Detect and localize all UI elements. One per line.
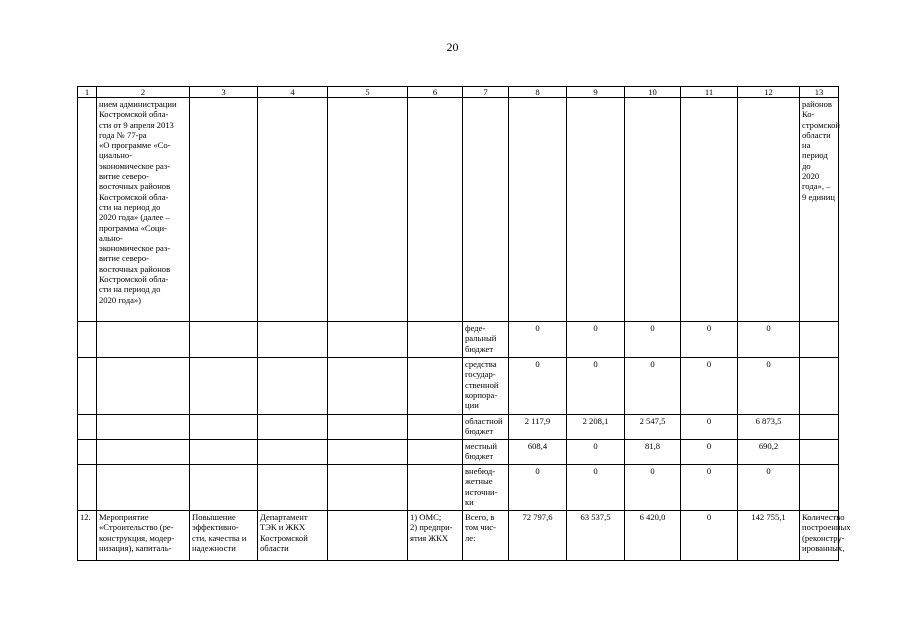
value-cell: 142 755,1 (738, 511, 800, 561)
header-row (78, 87, 839, 98)
value-cell: 72 797,6 (509, 511, 567, 561)
value-cell: 0 (681, 465, 738, 511)
header-cell: 4 (258, 87, 328, 98)
funding-source: Всего, в том чис- ле: (463, 511, 509, 561)
value-cell: 0 (625, 358, 681, 415)
funding-source: областной бюджет (463, 415, 509, 440)
header-cell: 3 (190, 87, 258, 98)
program-table (77, 86, 851, 561)
table-row (78, 358, 839, 415)
table-row (78, 415, 839, 440)
value-cell: 0 (509, 358, 567, 415)
header-cell: 11 (681, 87, 738, 98)
value-cell: 0 (681, 440, 738, 465)
value-cell: 0 (625, 465, 681, 511)
continuation-row (78, 98, 839, 322)
value-cell: 2 117,9 (509, 415, 567, 440)
value-cell: 81,8 (625, 440, 681, 465)
value-cell: 608,4 (509, 440, 567, 465)
header-cell: 7 (463, 87, 509, 98)
funding-source: внебюд- жетные источни- ки (463, 465, 509, 511)
activity-name: Мероприятие «Строительство (ре- конструкция, модер- низация), капиталь- (97, 511, 190, 561)
header-cell: 6 (408, 87, 463, 98)
table-row (78, 465, 839, 511)
value-cell: 0 (567, 358, 625, 415)
funding-source: феде- ральный бюджет (463, 322, 509, 358)
value-cell: 0 (738, 358, 800, 415)
activity-row-12 (78, 511, 839, 561)
value-cell: 0 (681, 511, 738, 561)
header-cell: 10 (625, 87, 681, 98)
value-cell: 0 (625, 322, 681, 358)
value-cell: 0 (681, 415, 738, 440)
value-cell: 6 420,0 (625, 511, 681, 561)
co-executor (328, 511, 408, 561)
row-number: 12. (78, 511, 97, 561)
responsible-executor: Департамент ТЭК и ЖКХ Костромской области (258, 511, 328, 561)
value-cell: 0 (509, 465, 567, 511)
funding-source: средства государ- ственной корпора- ции (463, 358, 509, 415)
page-number: 20 (446, 40, 459, 54)
value-cell: 0 (509, 322, 567, 358)
value-cell: 0 (681, 358, 738, 415)
value-cell: 63 537,5 (567, 511, 625, 561)
value-cell: 0 (738, 322, 800, 358)
header-cell: 12 (738, 87, 800, 98)
header-cell: 8 (509, 87, 567, 98)
value-cell: 0 (567, 322, 625, 358)
table-row (78, 322, 839, 358)
header-cell: 2 (97, 87, 190, 98)
header-cell: 1 (78, 87, 97, 98)
table-row (78, 440, 839, 465)
indicator-description: Количество построенных (реконстру- ированных, (800, 511, 839, 561)
indicator-description: районов Ко- стромской области на период до 2020 года», – 9 единиц (800, 98, 839, 322)
activity-goal: Повышение эффективно- сти, качества и надежности (190, 511, 258, 561)
value-cell: 690,2 (738, 440, 800, 465)
value-cell: 6 873,5 (738, 415, 800, 440)
value-cell: 0 (738, 465, 800, 511)
participants: 1) ОМС; 2) предпри- ятия ЖКХ (408, 511, 463, 561)
header-cell: 9 (567, 87, 625, 98)
activity-description: нием администрации Костромской обла- сти от 9 апреля 2013 года № 77-ра «О программе «Со- циально- экономическое раз- витие северо- восточных районов Костромской обла- сти на период до 2020 года» (далее – программа «Соци- ально- экономическое раз- витие северо- восточных районов Костромской обла- сти на период до 2020 года») (97, 98, 190, 322)
value-cell: 0 (567, 465, 625, 511)
header-cell: 13 (800, 87, 839, 98)
funding-source: местный бюджет (463, 440, 509, 465)
header-cell: 5 (328, 87, 408, 98)
value-cell: 2 208,1 (567, 415, 625, 440)
value-cell: 0 (681, 322, 738, 358)
value-cell: 2 547,5 (625, 415, 681, 440)
value-cell: 0 (567, 440, 625, 465)
